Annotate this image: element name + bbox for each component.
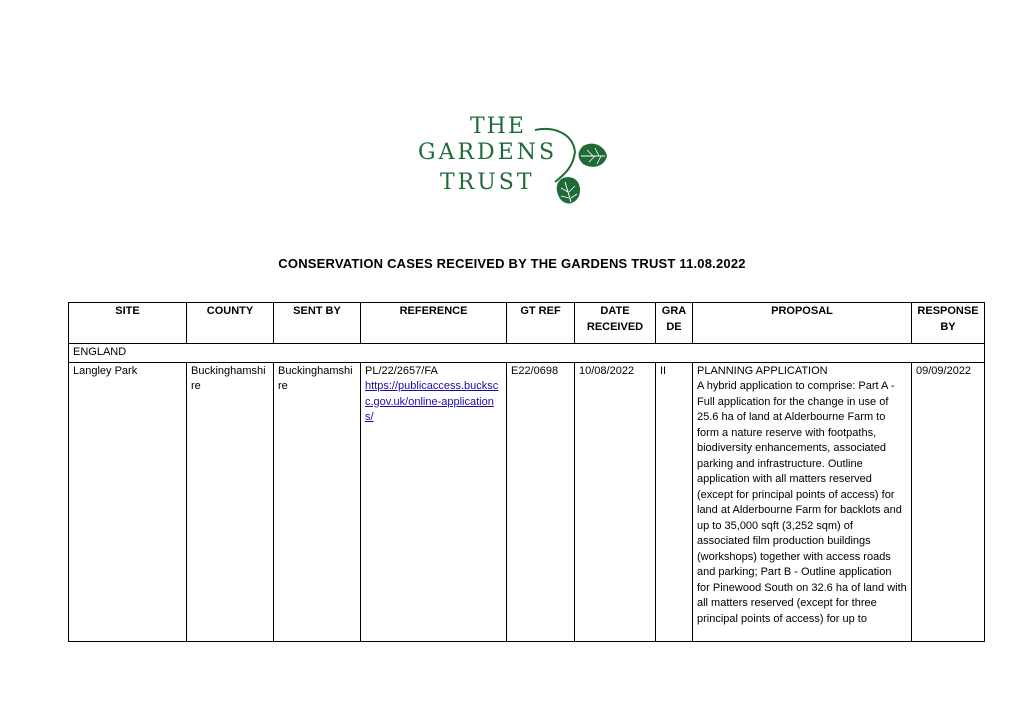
gardens-trust-logo (415, 112, 615, 212)
leaf-vine-icon (415, 112, 615, 212)
header-site: SITE (69, 303, 187, 344)
header-county: COUNTY (187, 303, 274, 344)
header-reference: REFERENCE (361, 303, 507, 344)
planning-portal-link[interactable]: https://publicaccess.buckscc.gov.uk/online-applications/ (365, 380, 499, 423)
cell-gt-ref: E22/0698 (507, 362, 575, 641)
header-proposal: PROPOSAL (693, 303, 912, 344)
logo-line-gardens: GARDENS (418, 140, 558, 165)
region-row (69, 344, 985, 363)
table-row (69, 362, 985, 641)
header-gt-ref: GT REF (507, 303, 575, 344)
region-label: ENGLAND (69, 344, 985, 363)
cell-proposal (693, 362, 912, 641)
cell-sent-by: Buckinghamshire (274, 362, 361, 641)
header-grade: GRADE (656, 303, 693, 344)
cell-reference (361, 362, 507, 641)
logo-line-trust: TRUST (440, 170, 535, 195)
cell-site: Langley Park (69, 362, 187, 641)
logo-line-the: THE (470, 114, 526, 139)
document-title: CONSERVATION CASES RECEIVED BY THE GARDENS TRUST 11.08.2022 (278, 256, 746, 271)
reference-number: PL/22/2657/FA (365, 364, 438, 377)
proposal-type: PLANNING APPLICATION (697, 364, 828, 377)
header-date-received: DATE RECEIVED (575, 303, 656, 344)
proposal-text: A hybrid application to comprise: Part A - Full application for the change in use of 25.6 ha of land at Alderbourne Farm to form a nature reserve with footpaths, biodiversity enhancements, associated parking and infrastructure. Outline application with all matters reserved (except for principal points of access) for land at Alderbourne Farm for backlots and up to 35,000 sqft (3,252 sqm) of associated film production buildings (workshops) together with access roads and parking; Part B - Outline application for Pinewood South on 32.6 ha of land with all matters reserved (except for three principal points of access) for up to (697, 380, 907, 625)
header-response-by: RESPONSE BY (912, 303, 985, 344)
table-header-row (69, 303, 985, 344)
cell-date-received: 10/08/2022 (575, 362, 656, 641)
header-sent-by: SENT BY (274, 303, 361, 344)
conservation-cases-table (68, 302, 985, 642)
cell-county: Buckinghamshire (187, 362, 274, 641)
cell-grade: II (656, 362, 693, 641)
cell-response-by: 09/09/2022 (912, 362, 985, 641)
